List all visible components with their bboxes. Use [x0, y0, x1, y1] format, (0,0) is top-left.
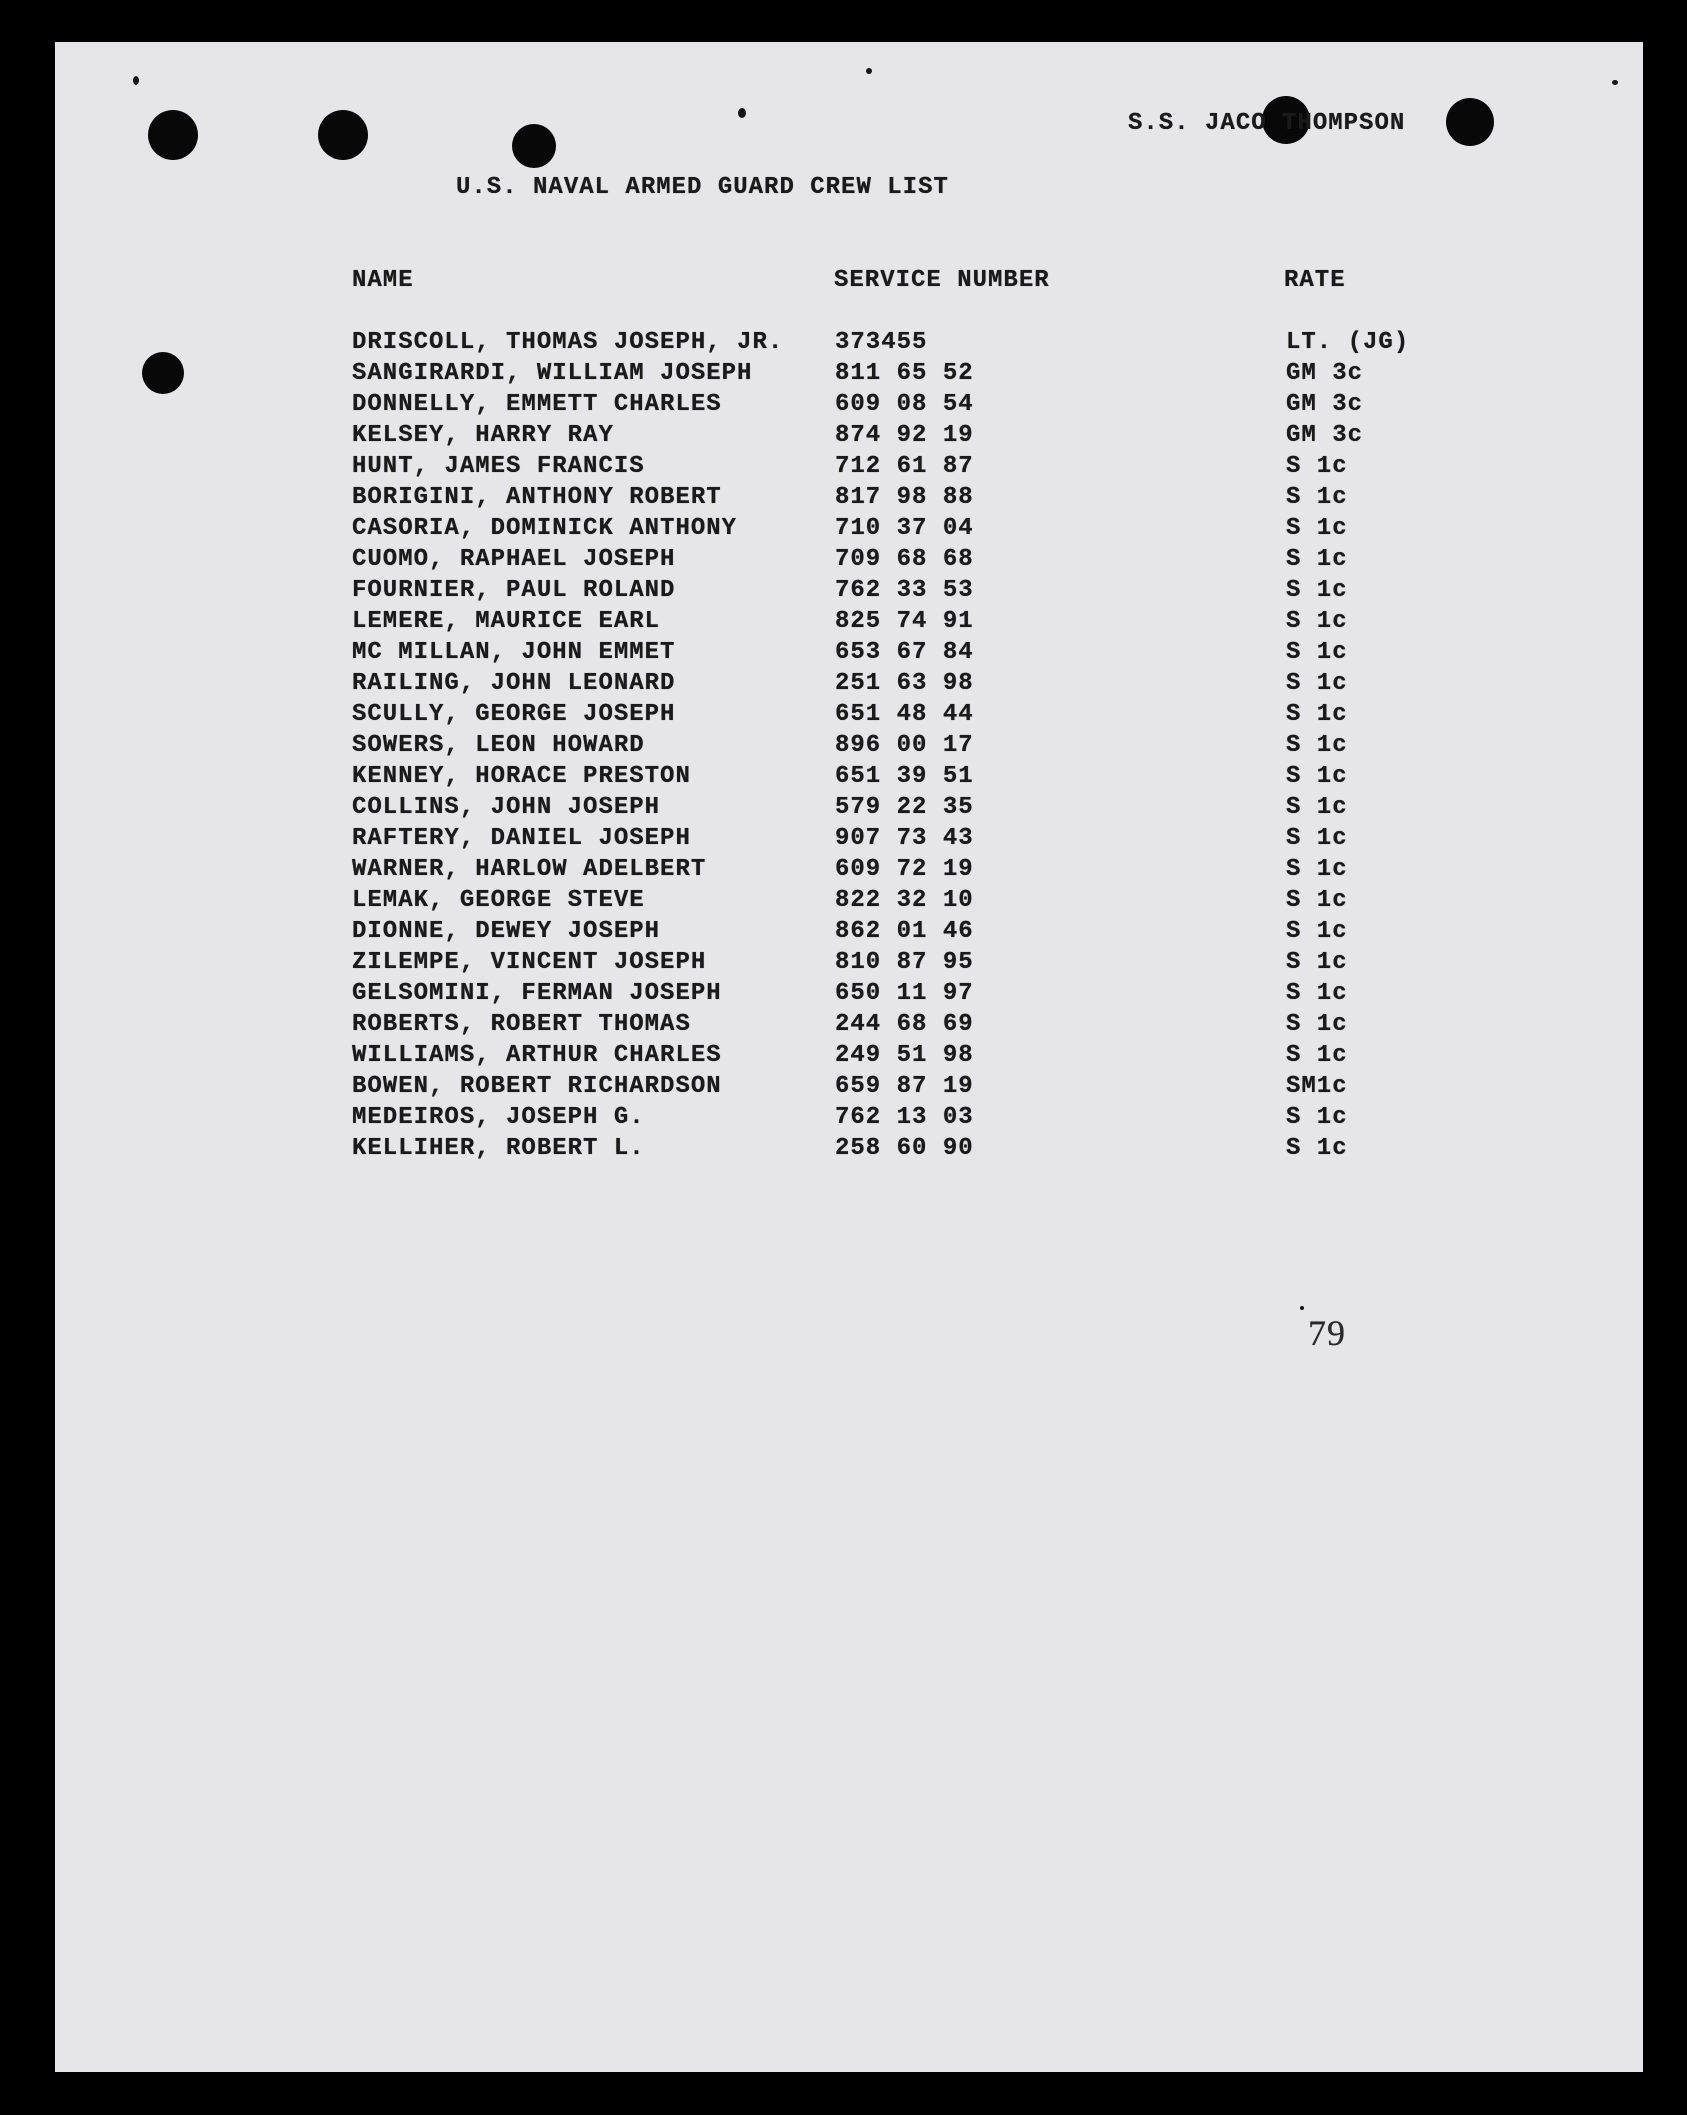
crew-row [0, 1040, 1687, 1071]
crew-service-number: 710 37 04 [835, 515, 974, 542]
crew-row [0, 358, 1687, 389]
crew-service-number: 712 61 87 [835, 453, 974, 480]
crew-rate: S 1c [1286, 546, 1348, 573]
crew-service-number: 251 63 98 [835, 670, 974, 697]
crew-service-number: 651 48 44 [835, 701, 974, 728]
crew-service-number: 651 39 51 [835, 763, 974, 790]
crew-service-number: 650 11 97 [835, 980, 974, 1007]
crew-service-number: 822 32 10 [835, 887, 974, 914]
crew-row [0, 1009, 1687, 1040]
crew-name: HUNT, JAMES FRANCIS [352, 453, 645, 480]
crew-rate: S 1c [1286, 949, 1348, 976]
crew-name: SANGIRARDI, WILLIAM JOSEPH [352, 360, 753, 387]
column-header-name: NAME [352, 267, 414, 294]
crew-rate: S 1c [1286, 608, 1348, 635]
column-header-service-number: SERVICE NUMBER [834, 267, 1050, 294]
ink-speck [866, 68, 872, 74]
crew-row [0, 885, 1687, 916]
crew-row [0, 482, 1687, 513]
ship-name: S.S. JACO THOMPSON [1128, 110, 1406, 137]
column-header-rate: RATE [1284, 267, 1346, 294]
crew-rate: S 1c [1286, 484, 1348, 511]
crew-rate: S 1c [1286, 515, 1348, 542]
crew-name: SCULLY, GEORGE JOSEPH [352, 701, 676, 728]
crew-row [0, 916, 1687, 947]
crew-rate: S 1c [1286, 732, 1348, 759]
crew-service-number: 659 87 19 [835, 1073, 974, 1100]
crew-name: WARNER, HARLOW ADELBERT [352, 856, 707, 883]
crew-name: KELSEY, HARRY RAY [352, 422, 614, 449]
crew-name: ROBERTS, ROBERT THOMAS [352, 1011, 691, 1038]
crew-service-number: 874 92 19 [835, 422, 974, 449]
ink-speck [738, 108, 746, 118]
ink-speck [1300, 1306, 1304, 1310]
crew-row [0, 544, 1687, 575]
crew-row [0, 327, 1687, 358]
crew-rate: GM 3c [1286, 391, 1364, 418]
crew-name: LEMAK, GEORGE STEVE [352, 887, 645, 914]
crew-rate: GM 3c [1286, 360, 1364, 387]
crew-row [0, 1133, 1687, 1164]
crew-rate: S 1c [1286, 856, 1348, 883]
crew-service-number: 258 60 90 [835, 1135, 974, 1162]
crew-service-number: 810 87 95 [835, 949, 974, 976]
crew-name: COLLINS, JOHN JOSEPH [352, 794, 661, 821]
crew-rate: S 1c [1286, 701, 1348, 728]
crew-row [0, 792, 1687, 823]
ink-speck [1612, 80, 1618, 85]
crew-rate: S 1c [1286, 1135, 1348, 1162]
crew-rate: S 1c [1286, 980, 1348, 1007]
crew-row [0, 854, 1687, 885]
crew-row [0, 1071, 1687, 1102]
crew-name: BORIGINI, ANTHONY ROBERT [352, 484, 722, 511]
crew-name: RAFTERY, DANIEL JOSEPH [352, 825, 691, 852]
crew-service-number: 862 01 46 [835, 918, 974, 945]
crew-name: MEDEIROS, JOSEPH G. [352, 1104, 645, 1131]
crew-row [0, 699, 1687, 730]
crew-row [0, 513, 1687, 544]
crew-row [0, 668, 1687, 699]
crew-rate: S 1c [1286, 887, 1348, 914]
page-title: U.S. NAVAL ARMED GUARD CREW LIST [456, 174, 949, 201]
crew-name: FOURNIER, PAUL ROLAND [352, 577, 676, 604]
crew-list [0, 327, 1687, 1164]
crew-rate: S 1c [1286, 1104, 1348, 1131]
crew-rate: GM 3c [1286, 422, 1364, 449]
crew-row [0, 761, 1687, 792]
crew-rate: S 1c [1286, 577, 1348, 604]
crew-row [0, 637, 1687, 668]
page-number: 79 [1308, 1313, 1346, 1353]
crew-row [0, 947, 1687, 978]
crew-service-number: 579 22 35 [835, 794, 974, 821]
crew-name: WILLIAMS, ARTHUR CHARLES [352, 1042, 722, 1069]
crew-rate: LT. (JG) [1286, 329, 1410, 356]
crew-row [0, 978, 1687, 1009]
crew-service-number: 609 72 19 [835, 856, 974, 883]
crew-rate: S 1c [1286, 763, 1348, 790]
crew-name: ZILEMPE, VINCENT JOSEPH [352, 949, 707, 976]
crew-rate: S 1c [1286, 1042, 1348, 1069]
crew-name: SOWERS, LEON HOWARD [352, 732, 645, 759]
crew-row [0, 823, 1687, 854]
crew-rate: S 1c [1286, 670, 1348, 697]
crew-service-number: 653 67 84 [835, 639, 974, 666]
crew-name: DRISCOLL, THOMAS JOSEPH, JR. [352, 329, 784, 356]
crew-name: LEMERE, MAURICE EARL [352, 608, 661, 635]
crew-service-number: 762 13 03 [835, 1104, 974, 1131]
crew-rate: S 1c [1286, 794, 1348, 821]
crew-rate: S 1c [1286, 1011, 1348, 1038]
crew-name: BOWEN, ROBERT RICHARDSON [352, 1073, 722, 1100]
crew-name: KELLIHER, ROBERT L. [352, 1135, 645, 1162]
crew-rate: SM1c [1286, 1073, 1348, 1100]
crew-row [0, 420, 1687, 451]
crew-row [0, 730, 1687, 761]
crew-name: MC MILLAN, JOHN EMMET [352, 639, 676, 666]
crew-name: CASORIA, DOMINICK ANTHONY [352, 515, 738, 542]
punch-hole [148, 110, 198, 160]
crew-name: DONNELLY, EMMETT CHARLES [352, 391, 722, 418]
crew-service-number: 811 65 52 [835, 360, 974, 387]
crew-service-number: 249 51 98 [835, 1042, 974, 1069]
crew-service-number: 907 73 43 [835, 825, 974, 852]
crew-service-number: 896 00 17 [835, 732, 974, 759]
crew-service-number: 817 98 88 [835, 484, 974, 511]
crew-name: RAILING, JOHN LEONARD [352, 670, 676, 697]
crew-rate: S 1c [1286, 918, 1348, 945]
crew-name: CUOMO, RAPHAEL JOSEPH [352, 546, 676, 573]
crew-name: DIONNE, DEWEY JOSEPH [352, 918, 661, 945]
crew-row [0, 451, 1687, 482]
crew-row [0, 575, 1687, 606]
punch-hole [512, 124, 556, 168]
crew-service-number: 244 68 69 [835, 1011, 974, 1038]
crew-rate: S 1c [1286, 453, 1348, 480]
crew-name: GELSOMINI, FERMAN JOSEPH [352, 980, 722, 1007]
crew-row [0, 606, 1687, 637]
crew-service-number: 825 74 91 [835, 608, 974, 635]
crew-row [0, 1102, 1687, 1133]
crew-service-number: 609 08 54 [835, 391, 974, 418]
crew-service-number: 762 33 53 [835, 577, 974, 604]
punch-hole [318, 110, 368, 160]
crew-rate: S 1c [1286, 825, 1348, 852]
punch-hole [1446, 98, 1494, 146]
crew-service-number: 373455 [835, 329, 928, 356]
ink-speck [133, 76, 139, 85]
crew-row [0, 389, 1687, 420]
crew-service-number: 709 68 68 [835, 546, 974, 573]
crew-name: KENNEY, HORACE PRESTON [352, 763, 691, 790]
crew-rate: S 1c [1286, 639, 1348, 666]
